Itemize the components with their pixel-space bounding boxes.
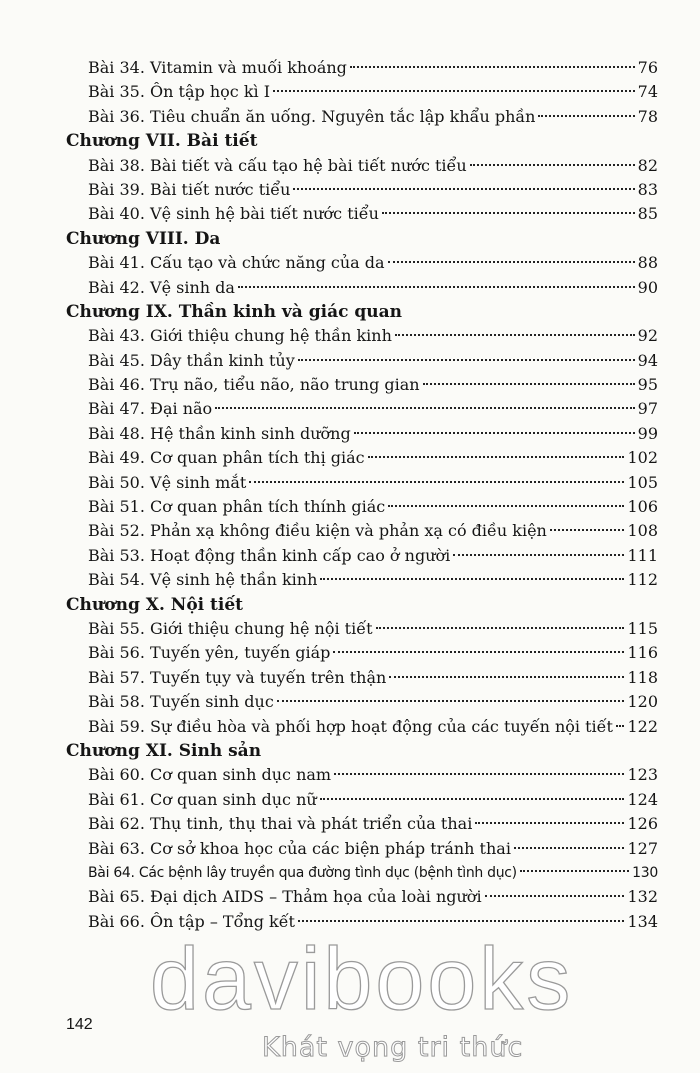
toc-entry-title: Bài 49. Cơ quan phân tích thị giác xyxy=(88,448,365,468)
dot-leader xyxy=(320,578,624,580)
toc-entry-page: 99 xyxy=(637,423,658,443)
toc-entry-title: Bài 39. Bài tiết nước tiểu xyxy=(88,179,291,199)
toc-entry-title: Bài 56. Tuyến yên, tuyến giáp xyxy=(88,643,331,663)
dot-leader xyxy=(514,847,625,849)
toc-entry xyxy=(88,154,658,178)
toc-entry xyxy=(88,837,658,861)
toc-entry-page: 85 xyxy=(637,204,658,224)
toc-entry-title: Bài 58. Tuyến sinh dục xyxy=(88,692,274,712)
dot-leader xyxy=(423,383,635,385)
toc-entry xyxy=(88,519,658,543)
dot-leader xyxy=(215,407,634,409)
chapter-heading: Chương VII. Bài tiết xyxy=(66,131,258,152)
toc-entry xyxy=(88,397,658,421)
toc-entry xyxy=(88,471,658,495)
toc-entry-page: 126 xyxy=(627,814,658,834)
dot-leader xyxy=(520,870,629,872)
toc-entry xyxy=(88,812,658,836)
dot-leader xyxy=(333,651,624,653)
dot-leader xyxy=(453,554,624,556)
toc-entry xyxy=(88,446,658,470)
toc-entry-page: 97 xyxy=(637,399,658,419)
toc-entry-title: Bài 50. Vệ sinh mắt xyxy=(88,472,247,492)
toc-entry-title: Bài 55. Giới thiệu chung hệ nội tiết xyxy=(88,618,373,638)
toc-entry-page: 102 xyxy=(627,448,658,468)
toc-entry-page: 88 xyxy=(637,253,658,273)
toc-entry-title: Bài 38. Bài tiết và cấu tạo hệ bài tiết nước tiểu xyxy=(88,155,467,175)
toc-entry-title: Bài 59. Sự điều hòa và phối hợp hoạt động của các tuyến nội tiết xyxy=(88,716,613,736)
toc-entry xyxy=(88,202,658,226)
toc-entry-page: 106 xyxy=(627,497,658,517)
dot-leader xyxy=(354,432,635,434)
dot-leader xyxy=(334,773,624,775)
chapter-heading: Chương IX. Thần kinh và giác quan xyxy=(66,301,402,322)
toc-entry-title: Bài 47. Đại não xyxy=(88,399,213,419)
toc-entry xyxy=(88,349,658,373)
toc-entry xyxy=(88,544,658,568)
toc-entry-page: 105 xyxy=(627,472,658,492)
toc-entry xyxy=(88,641,658,665)
toc-entry-title: Bài 35. Ôn tập học kì I xyxy=(88,82,271,102)
toc-entry-page: 115 xyxy=(627,618,658,638)
toc-entry-page: 116 xyxy=(627,643,658,663)
dot-leader xyxy=(320,798,625,800)
toc-entry-page: 111 xyxy=(627,545,658,565)
toc-entry xyxy=(88,666,658,690)
toc-entry xyxy=(88,788,658,812)
dot-leader xyxy=(475,822,624,824)
toc-entry-page: 78 xyxy=(637,106,658,126)
toc-entry-page: 130 xyxy=(632,864,658,881)
toc-entry-title: Bài 48. Hệ thần kinh sinh dưỡng xyxy=(88,423,351,443)
toc-entry xyxy=(88,495,658,519)
toc-entry xyxy=(88,715,658,739)
toc-entry-title: Bài 43. Giới thiệu chung hệ thần kinh xyxy=(88,326,392,346)
chapter-heading: Chương VIII. Da xyxy=(66,228,221,249)
toc-entry xyxy=(88,690,658,714)
toc-entry-page: 76 xyxy=(637,58,658,77)
dot-leader xyxy=(388,505,624,507)
dot-leader xyxy=(470,164,635,166)
toc-entry-title: Bài 45. Dây thần kinh tủy xyxy=(88,350,295,370)
toc-entry xyxy=(88,763,658,787)
toc-entry-title: Bài 61. Cơ quan sinh dục nữ xyxy=(88,789,317,809)
toc-entry xyxy=(88,251,658,275)
toc-entry-page: 112 xyxy=(627,570,658,590)
toc-entry-title: Bài 60. Cơ quan sinh dục nam xyxy=(88,765,332,785)
toc-entry-title: Bài 52. Phản xạ không điều kiện và phản xạ có điều kiện xyxy=(88,521,547,541)
dot-leader xyxy=(550,529,625,531)
dot-leader xyxy=(368,456,625,458)
toc-entry-page: 122 xyxy=(627,716,658,736)
toc-entry-title: Bài 65. Đại dịch AIDS – Thảm họa của loài người xyxy=(88,887,482,907)
toc-entry-page: 74 xyxy=(637,82,658,102)
dot-leader xyxy=(376,627,625,629)
dot-leader xyxy=(388,261,635,263)
toc-entry-title: Bài 42. Vệ sinh da xyxy=(88,277,235,297)
toc-entry-title: Bài 40. Vệ sinh hệ bài tiết nước tiểu xyxy=(88,204,379,224)
dot-leader xyxy=(249,481,624,483)
toc-entry-page: 108 xyxy=(627,521,658,541)
dot-leader xyxy=(273,90,635,92)
toc-entry-page: 92 xyxy=(637,326,658,346)
toc-entry-page: 132 xyxy=(627,887,658,907)
watermark-tagline: Khát vọng tri thức xyxy=(262,1032,524,1063)
dot-leader xyxy=(350,66,635,68)
dot-leader xyxy=(616,725,625,727)
dot-leader xyxy=(485,895,625,897)
toc-entry-title: Bài 41. Cấu tạo và chức năng của da xyxy=(88,253,385,273)
dot-leader xyxy=(277,700,625,702)
toc-entry-title: Bài 63. Cơ sở khoa học của các biện pháp tránh thai xyxy=(88,838,511,858)
toc-entry-page: 127 xyxy=(627,838,658,858)
toc-entry-title: Bài 64. Các bệnh lây truyền qua đường tình dục (bệnh tình dục) xyxy=(88,864,517,881)
toc-entry-page: 82 xyxy=(637,155,658,175)
toc-entry-page: 120 xyxy=(627,692,658,712)
toc-entry-title: Bài 51. Cơ quan phân tích thính giác xyxy=(88,497,386,517)
toc-entry xyxy=(88,568,658,592)
toc-entry xyxy=(88,885,658,909)
toc-entry xyxy=(88,178,658,202)
toc-entry xyxy=(88,276,658,300)
toc-entry-page: 95 xyxy=(637,375,658,395)
dot-leader xyxy=(382,212,635,214)
toc-entry-title: Bài 66. Ôn tập – Tổng kết xyxy=(88,911,295,931)
toc-entry xyxy=(88,56,658,80)
toc-entry-title: Bài 36. Tiêu chuẩn ăn uống. Nguyên tắc lập khẩu phần xyxy=(88,106,536,126)
chapter-heading: Chương XI. Sinh sản xyxy=(66,740,262,761)
toc-entry xyxy=(88,105,658,129)
table-of-contents xyxy=(0,56,700,934)
toc-entry-title: Bài 57. Tuyến tụy và tuyến trên thận xyxy=(88,667,387,687)
toc-entry-page: 90 xyxy=(637,277,658,297)
toc-entry-page: 123 xyxy=(627,765,658,785)
toc-entry-page: 124 xyxy=(627,789,658,809)
toc-entry-page: 134 xyxy=(627,911,658,931)
toc-entry xyxy=(88,80,658,104)
toc-entry-page: 83 xyxy=(637,179,658,199)
dot-leader xyxy=(298,359,635,361)
toc-entry-title: Bài 54. Vệ sinh hệ thần kinh xyxy=(88,570,318,590)
toc-entry xyxy=(88,324,658,348)
toc-entry-page: 118 xyxy=(627,667,658,687)
dot-leader xyxy=(238,286,635,288)
toc-entry xyxy=(88,422,658,446)
dot-leader xyxy=(395,334,635,336)
page-number: 142 xyxy=(66,1016,93,1033)
dot-leader xyxy=(538,115,634,117)
toc-entry-title: Bài 53. Hoạt động thần kinh cấp cao ở người xyxy=(88,545,451,565)
dot-leader xyxy=(389,676,624,678)
toc-entry-title: Bài 46. Trụ não, tiểu não, não trung gian xyxy=(88,375,420,395)
toc-entry xyxy=(88,373,658,397)
dot-leader xyxy=(298,920,624,922)
toc-entry-title: Bài 34. Vitamin và muối khoáng xyxy=(88,58,347,77)
watermark-brand: davibooks xyxy=(150,929,574,1028)
chapter-heading: Chương X. Nội tiết xyxy=(66,594,244,615)
toc-entry-page: 94 xyxy=(637,350,658,370)
toc-entry xyxy=(88,617,658,641)
toc-entry-title: Bài 62. Thụ tinh, thụ thai và phát triển của thai xyxy=(88,814,473,834)
toc-entry xyxy=(88,861,658,885)
dot-leader xyxy=(293,188,634,190)
